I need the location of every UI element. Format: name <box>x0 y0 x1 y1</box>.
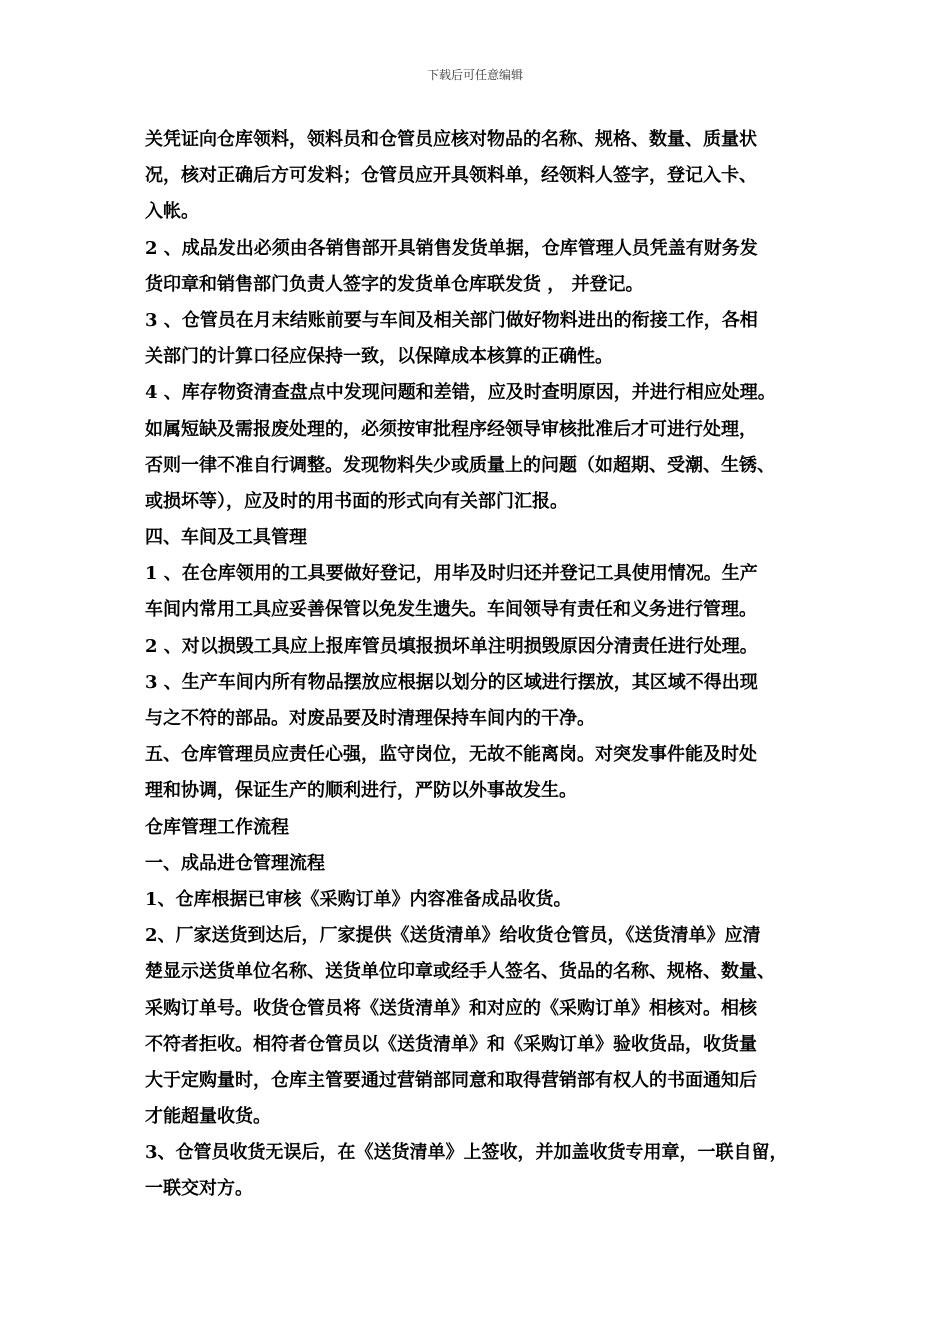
text-line: 车间内常用工具应妥善保管以免发生遗失。车间领导有责任和义务进行管理。 <box>145 599 757 621</box>
text-line: 或损坏等），应及时的用书面的形式向有关部门汇报。 <box>145 490 568 512</box>
text-line: 1、仓库根据已审核《采购订单》内容准备成品收货。 <box>145 888 572 910</box>
text-line: 不符者拒收。相符者仓管员以《送货清单》和《采购订单》验收货品，收货量 <box>145 1033 757 1055</box>
text-line: 3、仓管员收货无误后，在《送货清单》上签收，并加盖收货专用章，一联自留， <box>145 1142 788 1164</box>
section-heading: 五、仓库管理员应责任心强，监守岗位，无故不能离岗。对突发事件能及时处 <box>145 744 757 766</box>
text-line: 1 、在仓库领用的工具要做好登记，用毕及时归还并登记工具使用情况。生产 <box>145 563 758 585</box>
text-line: 关部门的计算口径应保持一致，以保障成本核算的正确性。 <box>145 346 613 368</box>
text-line: 4 、库存物资清查盘点中发现问题和差错，应及时查明原因，并进行相应处理。 <box>145 382 776 404</box>
document-body <box>145 122 825 1208</box>
text-line: 如属短缺及需报废处理的，必须按审批程序经领导审核批准后才可进行处理， <box>145 418 757 440</box>
text-line: 2 、成品发出必须由各销售部开具销售发货单据，仓库管理人员凭盖有财务发 <box>145 237 758 259</box>
text-line: 关凭证向仓库领料，领料员和仓管员应核对物品的名称、规格、数量、质量状 <box>145 129 757 150</box>
page-header: 下载后可任意编辑 <box>426 68 523 82</box>
text-line: 采购订单号。收货仓管员将《送货清单》和对应的《采购订单》相核对。相核 <box>145 997 757 1019</box>
text-line: 大于定购量时，仓库主管要通过营销部同意和取得营销部有权人的书面通知后 <box>145 1069 757 1091</box>
text-line: 况，核对正确后方可发料；仓管员应开具领料单，经领料人签字，登记入卡、 <box>145 165 757 187</box>
text-line: 才能超量收货。 <box>145 1106 271 1128</box>
text-line: 与之不符的部品。对废品要及时清理保持车间内的干净。 <box>145 708 595 729</box>
text-line: 否则一律不准自行调整。发现物料失少或质量上的问题（如超期、受潮、生锈、 <box>145 454 775 476</box>
text-line: 2、厂家送货到达后，厂家提供《送货清单》给收货仓管员，《送货清单》应清 <box>145 925 761 947</box>
text-line: 2 、对以损毁工具应上报库管员填报损坏单注明损毁原因分清责任进行处理。 <box>145 635 758 657</box>
text-line: 3 、仓管员在月末结账前要与车间及相关部门做好物料进出的衔接工作，各相 <box>145 309 758 331</box>
text-line: 3 、生产车间内所有物品摆放应根据以划分的区域进行摆放，其区域不得出现 <box>145 671 758 693</box>
text-line: 楚显示送货单位名称、送货单位印章或经手人签名、货品的名称、规格、数量、 <box>145 961 775 983</box>
document-title: 仓库管理工作流程 <box>145 816 289 838</box>
text-line: 入帐。 <box>145 201 199 223</box>
text-line: 一联交对方。 <box>145 1178 253 1200</box>
section-heading: 四、车间及工具管理 <box>145 527 307 549</box>
text-line: 理和协调，保证生产的顺利进行，严防以外事故发生。 <box>145 780 577 802</box>
text-line: 货印章和销售部门负责人签字的发货单仓库联发货 ， 并登记。 <box>145 273 644 295</box>
section-heading: 一、成品进仓管理流程 <box>145 852 325 874</box>
